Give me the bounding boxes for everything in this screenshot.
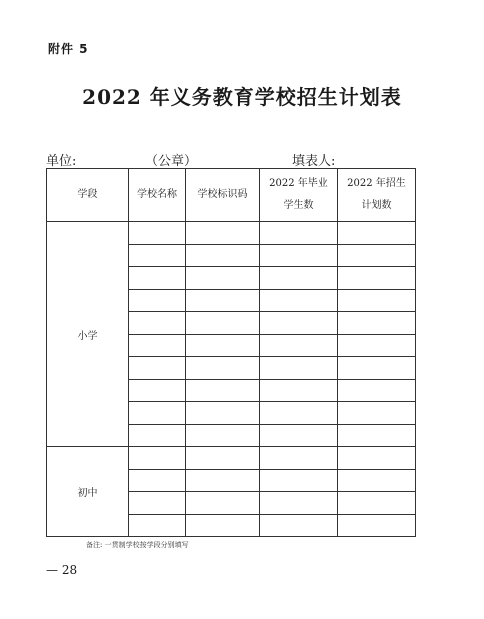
empty-cell[interactable] [338, 289, 416, 312]
empty-cell[interactable] [129, 492, 186, 515]
table-header-row [47, 169, 416, 222]
empty-cell[interactable] [260, 312, 338, 335]
empty-cell[interactable] [186, 334, 260, 357]
empty-cell[interactable] [129, 469, 186, 492]
empty-cell[interactable] [338, 514, 416, 537]
empty-cell[interactable] [338, 244, 416, 267]
empty-cell[interactable] [129, 334, 186, 357]
empty-cell[interactable] [186, 357, 260, 380]
empty-cell[interactable] [260, 357, 338, 380]
header-school-id: 学校标识码 [186, 169, 260, 222]
seal-label: （公章） [145, 154, 198, 169]
empty-cell[interactable] [129, 267, 186, 290]
header-school-name: 学校名称 [129, 169, 186, 222]
header-graduates [260, 169, 338, 222]
header-plan-line2: 计划数 [361, 200, 392, 211]
empty-cell[interactable] [186, 379, 260, 402]
header-stage: 学段 [47, 169, 129, 222]
empty-cell[interactable] [338, 469, 416, 492]
empty-cell[interactable] [338, 357, 416, 380]
empty-cell[interactable] [129, 402, 186, 425]
empty-cell[interactable] [186, 289, 260, 312]
empty-cell[interactable] [338, 222, 416, 245]
empty-cell[interactable] [186, 222, 260, 245]
table-row [47, 447, 416, 470]
filler-label: 填表人: [292, 154, 336, 169]
document-title: 2022 年义务教育学校招生计划表 [82, 85, 402, 109]
empty-cell[interactable] [129, 357, 186, 380]
empty-cell[interactable] [186, 447, 260, 470]
page-number: — 28 [46, 563, 78, 577]
empty-cell[interactable] [260, 492, 338, 515]
empty-cell[interactable] [186, 312, 260, 335]
enrollment-plan-table [46, 168, 416, 537]
empty-cell[interactable] [260, 379, 338, 402]
header-graduates-line2: 学生数 [283, 200, 314, 211]
empty-cell[interactable] [186, 424, 260, 447]
empty-cell[interactable] [186, 469, 260, 492]
empty-cell[interactable] [129, 244, 186, 267]
empty-cell[interactable] [129, 289, 186, 312]
empty-cell[interactable] [338, 312, 416, 335]
stage-cell: 初中 [47, 447, 129, 537]
empty-cell[interactable] [129, 514, 186, 537]
empty-cell[interactable] [260, 244, 338, 267]
empty-cell[interactable] [186, 244, 260, 267]
empty-cell[interactable] [129, 379, 186, 402]
empty-cell[interactable] [129, 312, 186, 335]
empty-cell[interactable] [260, 514, 338, 537]
empty-cell[interactable] [338, 447, 416, 470]
empty-cell[interactable] [186, 492, 260, 515]
footnote: 备注: 一贯制学校按学段分别填写 [86, 541, 189, 549]
empty-cell[interactable] [129, 222, 186, 245]
header-plan-line1: 2022 年招生 [347, 178, 406, 189]
unit-label: 单位: [46, 154, 77, 169]
empty-cell[interactable] [338, 334, 416, 357]
attachment-label: 附件 5 [48, 42, 89, 56]
empty-cell[interactable] [186, 267, 260, 290]
empty-cell[interactable] [129, 447, 186, 470]
empty-cell[interactable] [186, 514, 260, 537]
empty-cell[interactable] [260, 222, 338, 245]
empty-cell[interactable] [260, 334, 338, 357]
empty-cell[interactable] [338, 402, 416, 425]
empty-cell[interactable] [260, 469, 338, 492]
empty-cell[interactable] [260, 289, 338, 312]
table-body [47, 222, 416, 537]
empty-cell[interactable] [186, 402, 260, 425]
header-enrollment-plan [338, 169, 416, 222]
stage-cell: 小学 [47, 222, 129, 447]
empty-cell[interactable] [338, 267, 416, 290]
table-row [47, 222, 416, 245]
empty-cell[interactable] [260, 447, 338, 470]
empty-cell[interactable] [338, 424, 416, 447]
empty-cell[interactable] [260, 402, 338, 425]
empty-cell[interactable] [260, 267, 338, 290]
empty-cell[interactable] [338, 379, 416, 402]
header-graduates-line1: 2022 年毕业 [269, 178, 328, 189]
empty-cell[interactable] [129, 424, 186, 447]
empty-cell[interactable] [260, 424, 338, 447]
empty-cell[interactable] [338, 492, 416, 515]
